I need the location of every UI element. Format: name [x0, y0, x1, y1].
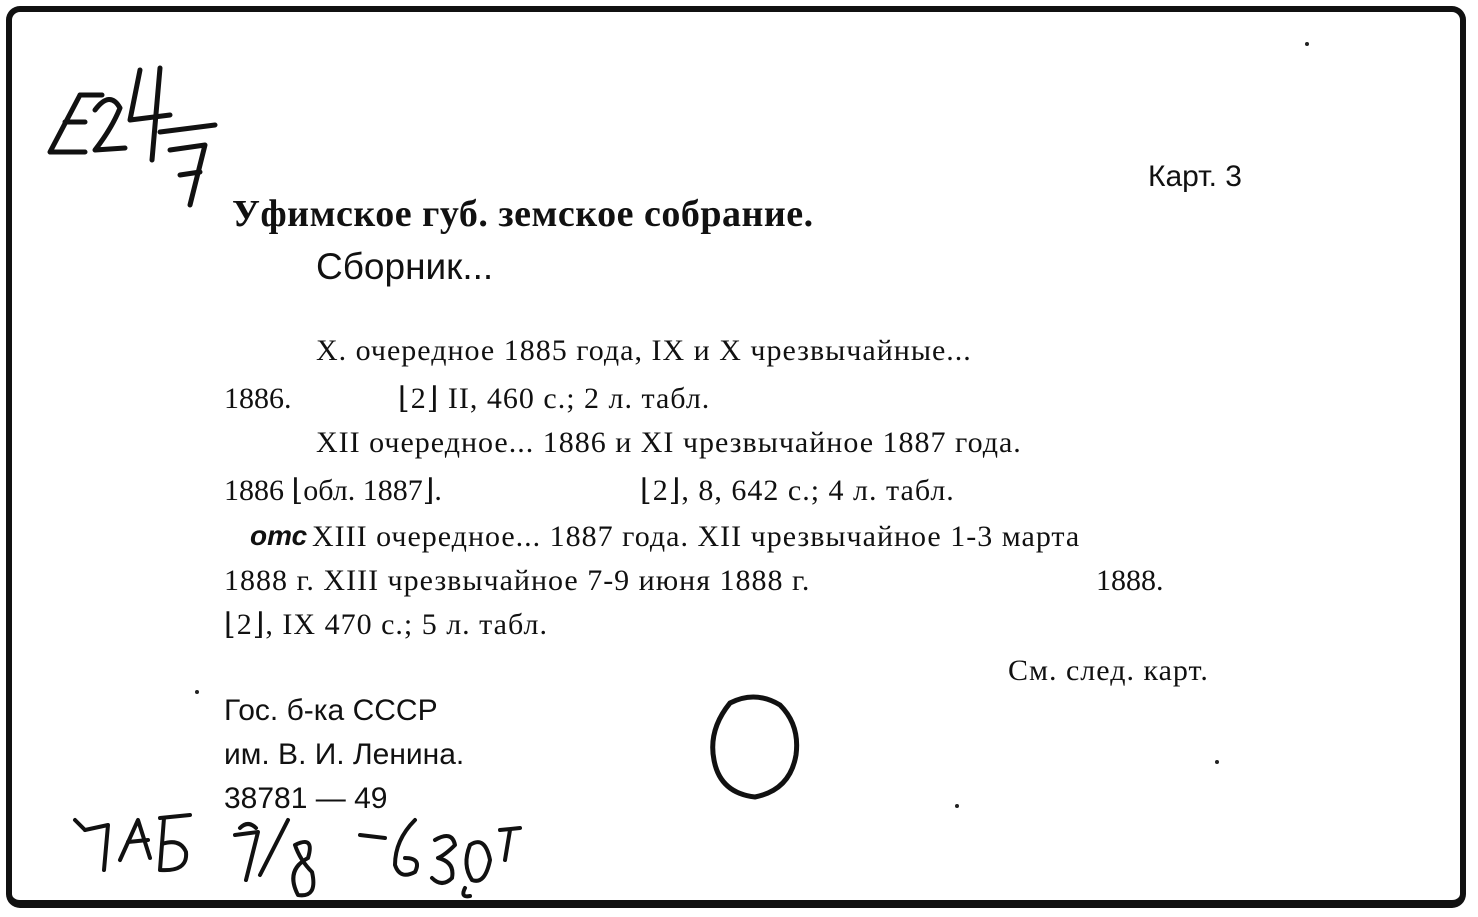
see-next-card: См. след. карт.: [1008, 654, 1209, 687]
print-number: 38781 — 49: [224, 782, 388, 815]
handwritten-shelfmark-bottom: [60, 800, 540, 910]
entry-line: XII очередное... 1886 и XI чрезвычайное 1887 года.: [316, 426, 1022, 459]
title-line: Сборник...: [316, 246, 494, 287]
entry-line: XIII очередное... 1887 года. XII чрезвычайное 1-3 марта: [312, 520, 1081, 553]
entry-line: 1886 ⌊обл. 1887⌋.: [224, 474, 442, 507]
entry-line: ⌊2⌋ II, 460 с.; 2 л. табл.: [398, 382, 711, 415]
handwritten-shelfmark-top: [40, 60, 240, 220]
entry-line: 1888.: [1096, 564, 1164, 597]
speck: [955, 804, 959, 808]
speck: [1215, 760, 1219, 764]
author-heading: Уфимское губ. земское собрание.: [232, 193, 814, 235]
entry-line: ⌊2⌋, 8, 642 с.; 4 л. табл.: [640, 474, 955, 507]
stamp-circle: [700, 685, 810, 805]
entry-line: 1888 г. XIII чрезвычайное 7-9 июня 1888 г.: [224, 564, 811, 597]
handwritten-note: отс: [250, 520, 308, 551]
entry-line: Х. очередное 1885 года, IX и X чрезвычайные...: [316, 334, 972, 367]
speck: [195, 690, 199, 694]
entry-line: ⌊2⌋, IX 470 с.; 5 л. табл.: [224, 608, 548, 641]
speck: [1305, 42, 1309, 46]
entry-line: 1886.: [224, 382, 292, 415]
library-dedication: им. В. И. Ленина.: [224, 738, 465, 771]
library-name: Гос. б-ка СССР: [224, 694, 438, 727]
card-label: Карт. 3: [1148, 160, 1242, 193]
